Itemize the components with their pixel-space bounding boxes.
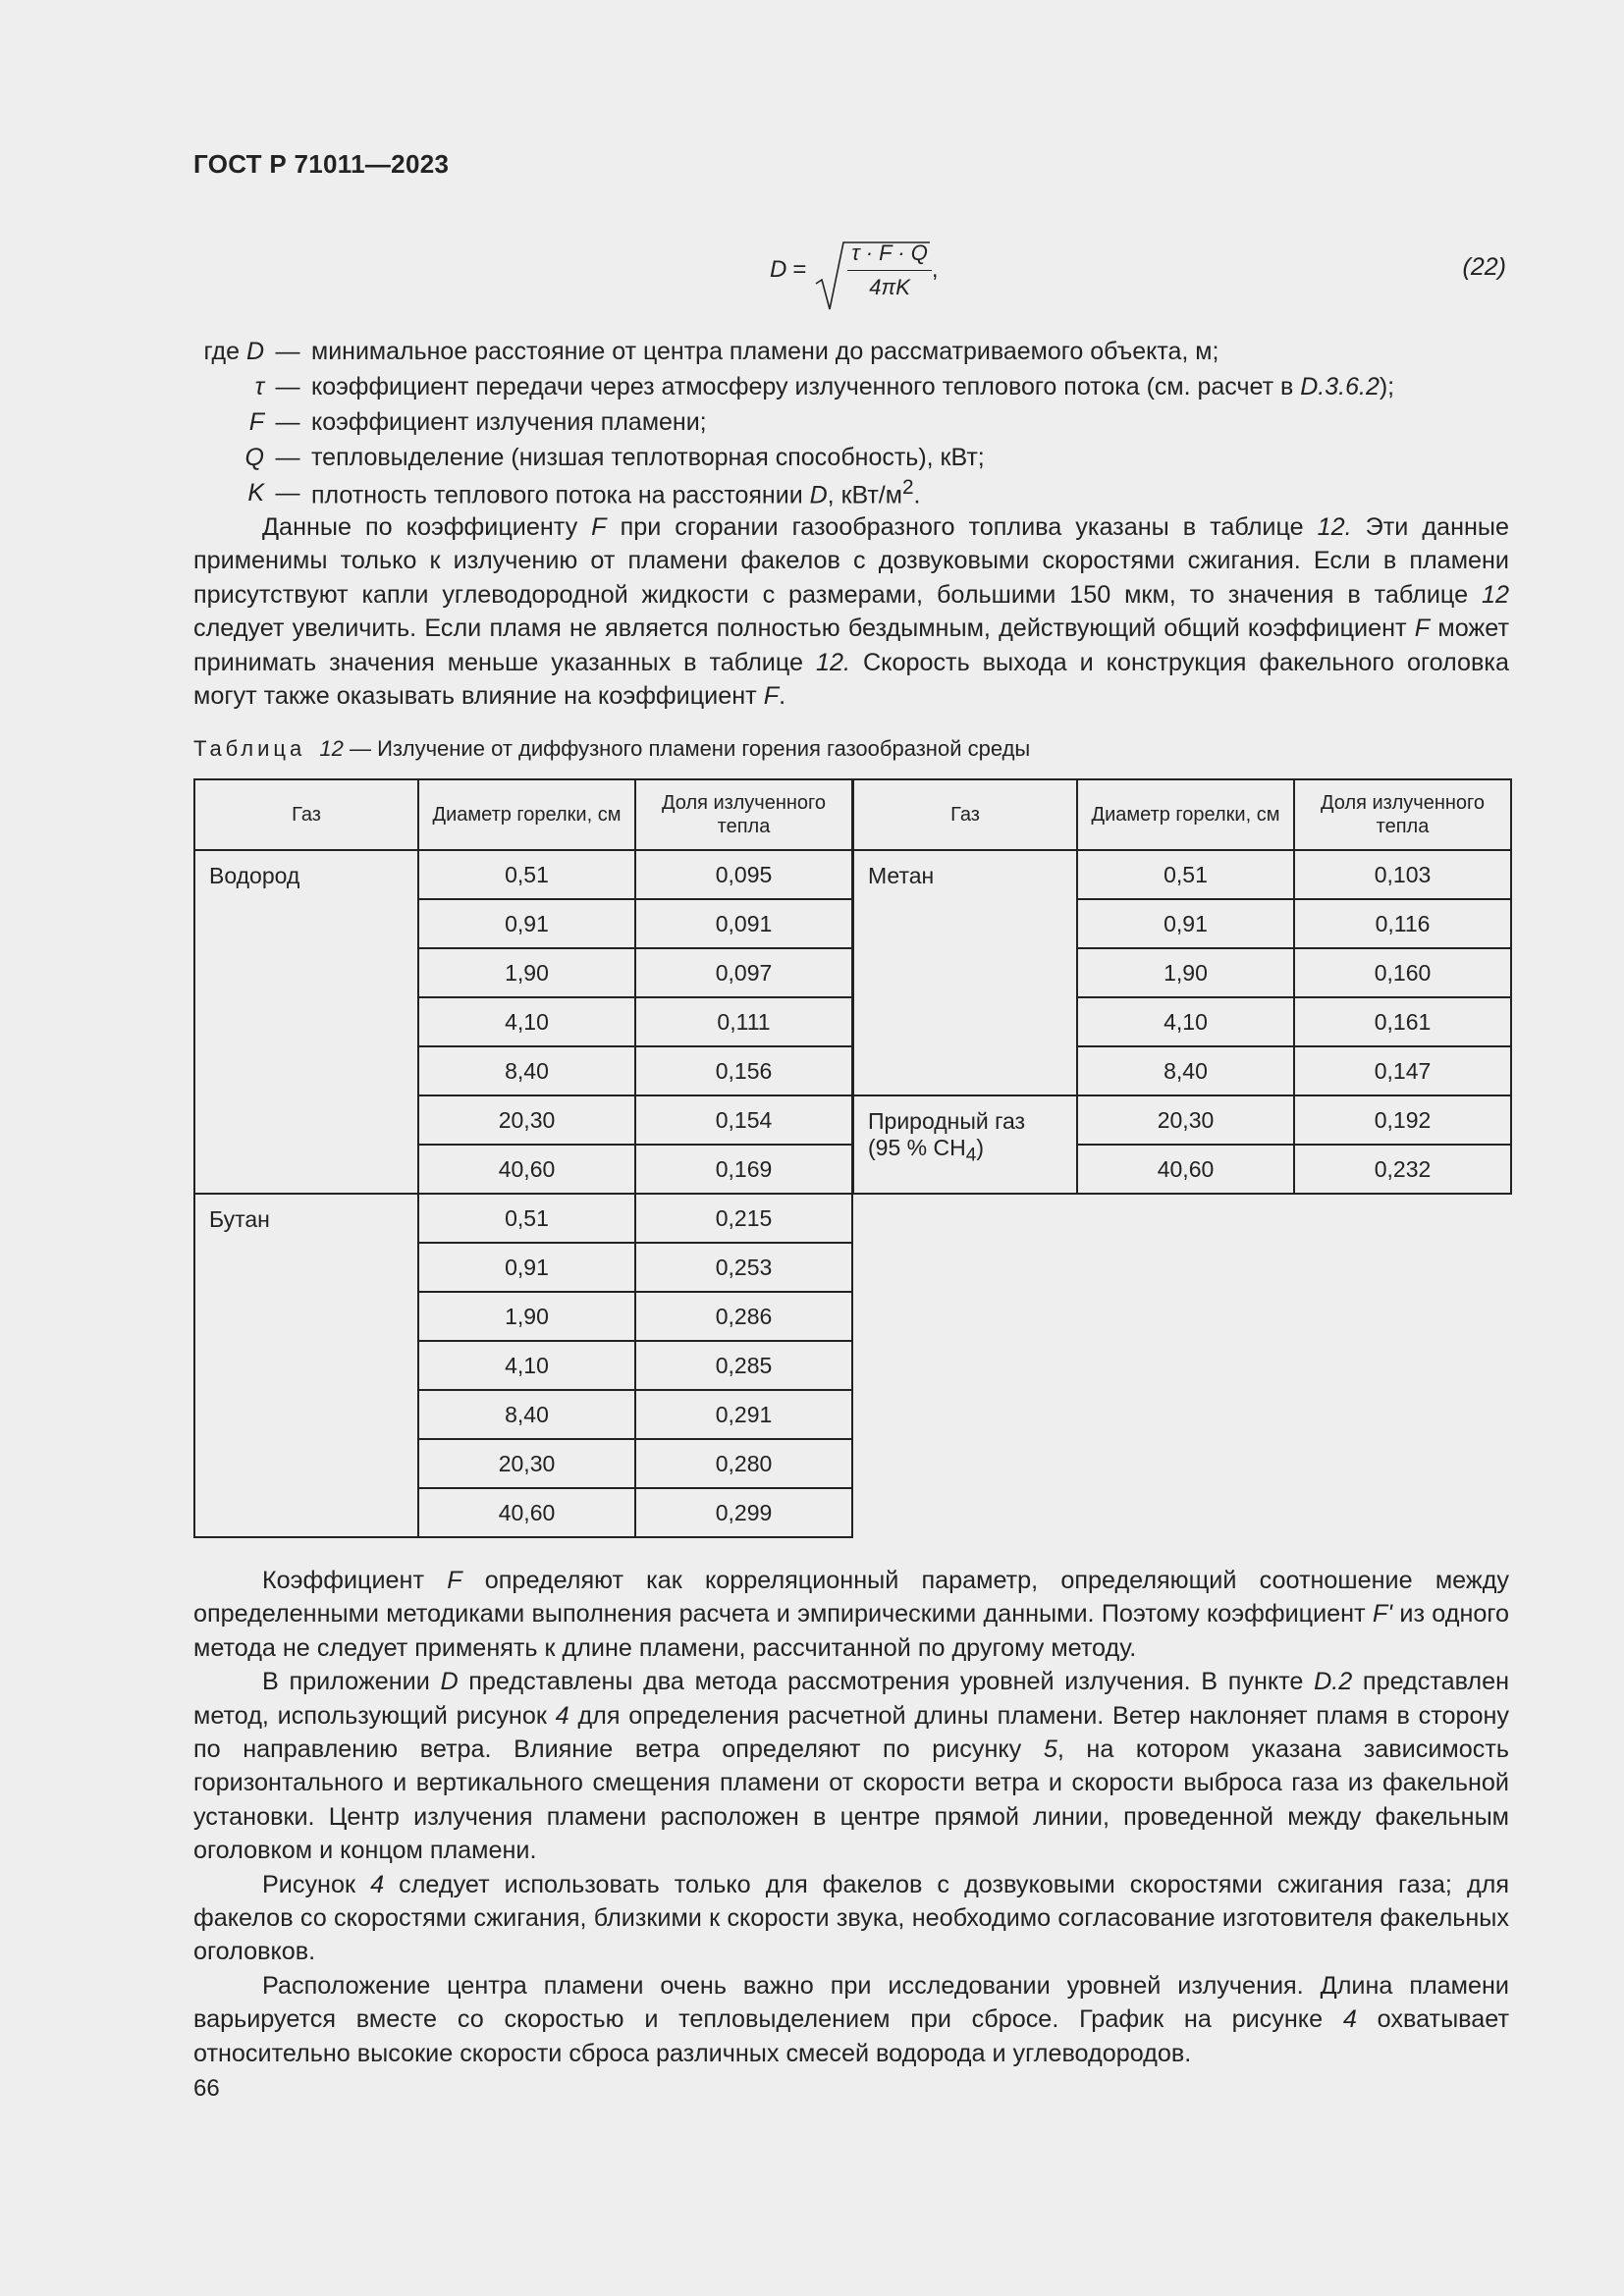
italic-ref: 5 xyxy=(1043,1735,1057,1764)
table-row xyxy=(194,850,852,899)
definition-ref: D xyxy=(809,481,828,509)
italic-ref: F xyxy=(447,1567,462,1594)
formula-lhs: D xyxy=(770,256,787,283)
formula-eq: = xyxy=(792,256,807,283)
header-fraction: Доля излученного тепла xyxy=(635,779,852,850)
definition-prefix: где xyxy=(203,337,246,365)
fraction-cell: 0,286 xyxy=(635,1292,852,1341)
table-row xyxy=(853,850,1511,899)
definition-text: коэффициент передачи через атмосферу излученного теплового потока (см. расчет в D.3.6.2); xyxy=(311,372,1395,400)
definition-symbol: K xyxy=(247,478,264,507)
definition-sup: 2 xyxy=(901,475,914,499)
table-row xyxy=(853,1095,1511,1145)
formula-denominator: 4πK xyxy=(869,274,910,299)
definition-dash: — xyxy=(275,407,300,436)
paragraph: Данные по коэффициенту F при сгорании газообразного топлива указаны в таблице 12. Эти данные применимы только к излучению от пламени факелов с дозвуковыми скоростями сжигания. Если в пламени присутствуют капли углеводородной жидкости с размерами, большими 150 мкм, то значения в таблице 12 следует увеличить. Если пламя не является полностью бездымным, действующий общий коэффициент F может принимать значения меньше указанных в таблице 12. Скорость выхода и конструкция факельного оголовка могут также оказывать влияние на коэффициент F. xyxy=(193,513,1510,711)
equation-number: (22) xyxy=(1462,253,1506,281)
italic-ref: 12. xyxy=(1317,513,1352,541)
definition-row xyxy=(193,440,1509,475)
fraction-cell: 0,097 xyxy=(635,948,852,997)
diameter-cell: 4,10 xyxy=(418,997,635,1046)
fraction-cell: 0,253 xyxy=(635,1243,852,1292)
definition-text: плотность теплового потока на расстоянии D, кВт/$м^2$. xyxy=(311,475,921,509)
italic-ref: 4 xyxy=(370,1870,385,1898)
header-fraction: Доля излученного тепла xyxy=(1294,779,1511,850)
symbol-definitions xyxy=(193,334,1509,510)
gas-name: Водород xyxy=(194,850,418,1194)
formula-numerator: τ · F · Q xyxy=(847,240,931,271)
fraction-cell: 0,154 xyxy=(635,1095,852,1145)
diameter-cell: 20,30 xyxy=(418,1095,635,1145)
fraction-cell: 0,156 xyxy=(635,1046,852,1095)
fraction-cell: 0,147 xyxy=(1294,1046,1511,1095)
gas-subscript: 4 xyxy=(965,1145,977,1166)
fraction-cell: 0,091 xyxy=(635,899,852,948)
table-header-row xyxy=(853,779,1511,850)
table-12-left xyxy=(193,778,853,1538)
fraction-cell: 0,103 xyxy=(1294,850,1511,899)
paragraph: В приложении D представлены два метода рассмотрения уровней излучения. В пункте D.2 представлен метод, использующий рисунок 4 для определения расчетной длины пламени. Ветер наклоняет пламя в сторону по направлению ветра. Влияние ветра определяют по рисунку 5, на котором указана зависимость горизонтального и вертикального смещения пламени от скорости ветра и скорости выброса газа из факельной установки. Центр излучения пламени расположен в центре прямой линии, проведенной между факельным оголовком и концом пламени. xyxy=(193,1668,1510,1865)
header-diameter: Диаметр горелки, см xyxy=(418,779,635,850)
header-diameter: Диаметр горелки, см xyxy=(1077,779,1294,850)
header-gas: Газ xyxy=(194,779,418,850)
fraction-cell: 0,111 xyxy=(635,997,852,1046)
caption-label: Таблица xyxy=(193,736,306,761)
formula-22 xyxy=(770,234,939,306)
definition-symbol: τ xyxy=(254,372,264,400)
definition-dash: — xyxy=(275,443,300,471)
fraction-cell: 0,160 xyxy=(1294,948,1511,997)
fraction-cell: 0,299 xyxy=(635,1488,852,1537)
paragraph: Расположение центра пламени очень важно при исследовании уровней излучения. Длина пламени варьируется вместе со скоростью и тепловыделением при сбросе. График на рисунке 4 охватывает относительно высокие скорости сброса различных смесей водорода и углеводородов. xyxy=(193,1971,1509,2067)
italic-ref: D.2 xyxy=(1314,1668,1353,1696)
italic-ref: F xyxy=(591,513,607,541)
definition-row xyxy=(193,369,1509,404)
diameter-cell: 40,60 xyxy=(418,1145,635,1194)
definition-dash: — xyxy=(275,478,300,507)
italic-ref: D xyxy=(440,1668,459,1696)
definition-symbol: где D xyxy=(203,337,264,365)
diameter-cell: 8,40 xyxy=(418,1390,635,1439)
paragraph: Коэффициент F определяют как корреляционный параметр, определяющий соотношение между определенными методиками выполнения расчета и эмпирическими данными. Поэтому коэффициент F' из одного метода не следует применять к длине пламени, рассчитанной по другому методу. xyxy=(193,1567,1510,1662)
caption-number: 12 xyxy=(319,736,344,761)
gas-name: Бутан xyxy=(194,1194,418,1537)
diameter-cell: 8,40 xyxy=(1077,1046,1294,1095)
definition-dash: — xyxy=(275,372,300,400)
paragraph: Рисунок 4 следует использовать только для факелов с дозвуковыми скоростями сжигания газа; для факелов со скоростями сжигания, близкими к скорости звука, необходимо согласование изготовителя факельных оголовков. xyxy=(193,1870,1509,1966)
definition-row xyxy=(193,404,1509,440)
body-paragraphs xyxy=(193,1564,1509,2070)
diameter-cell: 4,10 xyxy=(418,1341,635,1390)
formula-trail: , xyxy=(931,256,939,283)
diameter-cell: 0,91 xyxy=(418,1243,635,1292)
fraction-cell: 0,116 xyxy=(1294,899,1511,948)
italic-ref: 12. xyxy=(815,648,850,676)
document-header: ГОСТ Р 71011—2023 xyxy=(193,149,450,179)
page-number: 66 xyxy=(193,2075,220,2102)
fraction-cell: 0,095 xyxy=(635,850,852,899)
definition-symbol: Q xyxy=(244,443,264,471)
diameter-cell: 20,30 xyxy=(1077,1095,1294,1145)
diameter-cell: 1,90 xyxy=(418,1292,635,1341)
italic-ref: F xyxy=(1414,614,1431,643)
definition-text: тепловыделение (низшая теплотворная способность), кВт; xyxy=(311,443,985,471)
italic-ref: 4 xyxy=(1342,2005,1357,2034)
gas-name: Природный газ (95 % $CH_4$) xyxy=(853,1095,1077,1194)
header-gas: Газ xyxy=(853,779,1077,850)
fraction-cell: 0,215 xyxy=(635,1194,852,1243)
fraction-cell: 0,169 xyxy=(635,1145,852,1194)
diameter-cell: 1,90 xyxy=(418,948,635,997)
italic-ref: F xyxy=(763,682,780,711)
italic-ref: 4 xyxy=(555,1701,569,1730)
fraction-cell: 0,161 xyxy=(1294,997,1511,1046)
definition-row xyxy=(193,334,1509,369)
paragraph-coefficient-f xyxy=(193,510,1509,713)
diameter-cell: 4,10 xyxy=(1077,997,1294,1046)
table-12-right xyxy=(852,778,1512,1195)
diameter-cell: 0,91 xyxy=(418,899,635,948)
diameter-cell: 20,30 xyxy=(418,1439,635,1488)
fraction-cell: 0,192 xyxy=(1294,1095,1511,1145)
gas-name: Метан xyxy=(853,850,1077,1095)
sqrt-sign xyxy=(814,240,931,300)
caption-text: — Излучение от диффузного пламени горения газообразной среды xyxy=(343,736,1031,761)
diameter-cell: 8,40 xyxy=(418,1046,635,1095)
italic-ref: F' xyxy=(1372,1600,1393,1629)
definition-symbol: F xyxy=(248,407,264,436)
fraction-cell: 0,232 xyxy=(1294,1145,1511,1194)
definition-ref: D.3.6.2 xyxy=(1300,372,1380,400)
fraction-cell: 0,291 xyxy=(635,1390,852,1439)
italic-ref: 12 xyxy=(1481,580,1509,609)
diameter-cell: 0,51 xyxy=(418,1194,635,1243)
table-header-row xyxy=(194,779,852,850)
diameter-cell: 0,51 xyxy=(1077,850,1294,899)
diameter-cell: 0,51 xyxy=(418,850,635,899)
diameter-cell: 1,90 xyxy=(1077,948,1294,997)
definition-row xyxy=(193,475,1509,510)
table-row xyxy=(194,1194,852,1243)
table-caption xyxy=(193,736,1030,762)
diameter-cell: 0,91 xyxy=(1077,899,1294,948)
diameter-cell: 40,60 xyxy=(1077,1145,1294,1194)
definition-dash: — xyxy=(275,337,300,365)
fraction-cell: 0,280 xyxy=(635,1439,852,1488)
diameter-cell: 40,60 xyxy=(418,1488,635,1537)
definition-text: коэффициент излучения пламени; xyxy=(311,407,707,436)
fraction-cell: 0,285 xyxy=(635,1341,852,1390)
definition-text: минимальное расстояние от центра пламени до рассматриваемого объекта, м; xyxy=(311,337,1219,365)
